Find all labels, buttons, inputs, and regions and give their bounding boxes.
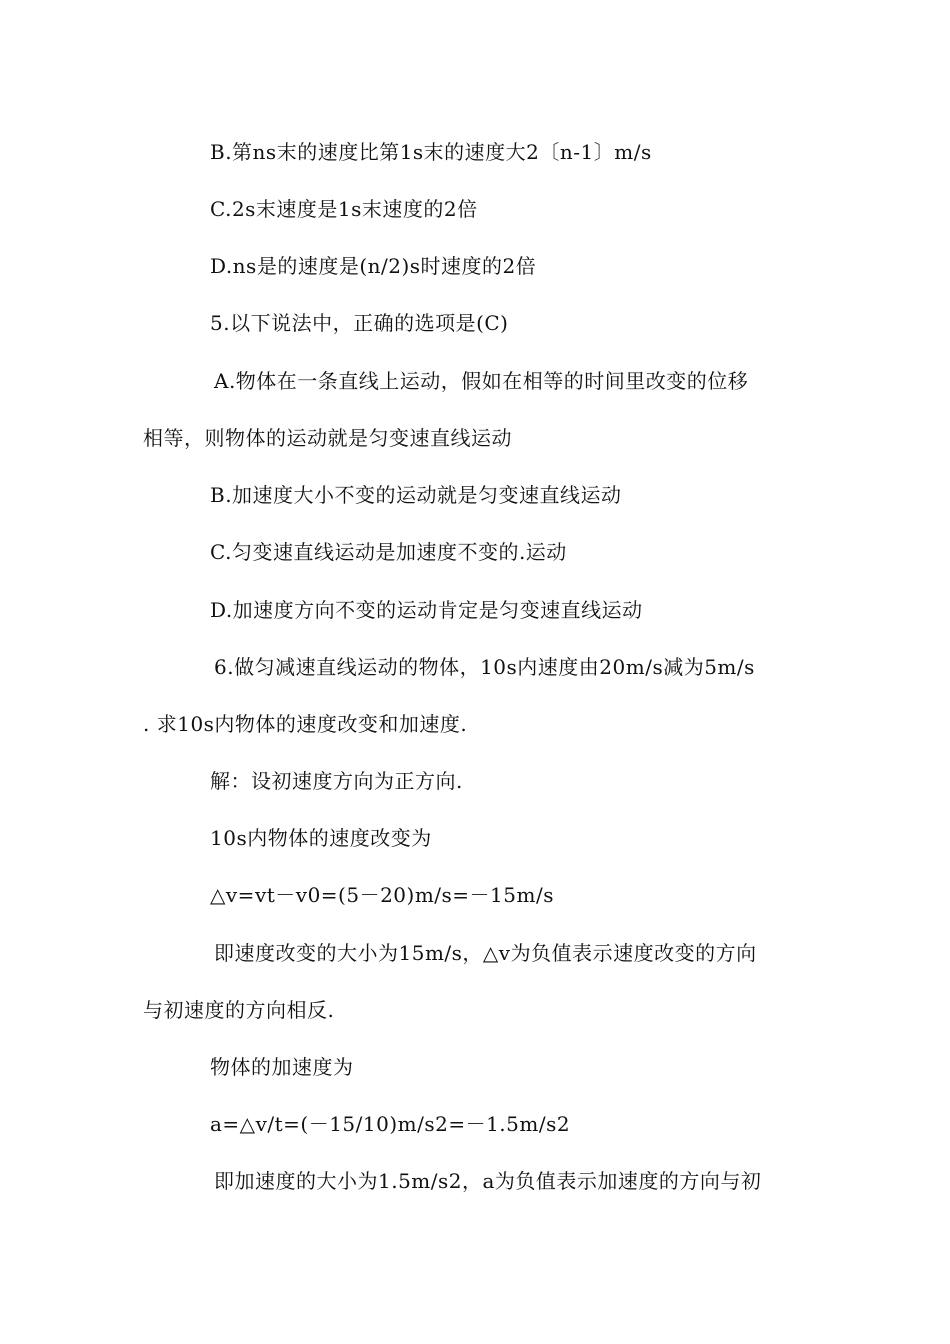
q5-option-d-line: D.加速度方向不变的运动肯定是匀变速直线运动: [210, 598, 643, 622]
q5-option-a-line-1: A.物体在一条直线上运动，假如在相等的时间里改变的位移: [214, 369, 749, 393]
q5-option-b-line: B.加速度大小不变的运动就是匀变速直线运动: [210, 483, 622, 507]
question-5-line: 5.以下说法中，正确的选项是(C): [210, 311, 509, 335]
solution-explanation-line-1: 即速度改变的大小为15m/s，△v为负值表示速度改变的方向: [214, 941, 757, 965]
q5-option-a-line-2: 相等，则物体的运动就是匀变速直线运动: [143, 426, 512, 450]
solution-velocity-change-label: 10s内物体的速度改变为: [210, 826, 432, 850]
solution-explanation-line-2: 与初速度的方向相反.: [143, 998, 335, 1022]
solution-acceleration-formula: a=△v/t=(－15/10)m/s2=－1.5m/s2: [210, 1112, 571, 1136]
option-b-line: B.第ns末的速度比第1s末的速度大2〔n-1〕m/s: [210, 140, 652, 164]
question-6-line-2: . 求10s内物体的速度改变和加速度.: [143, 712, 468, 736]
solution-velocity-formula: △v=vt－v0=(5－20)m/s=－15m/s: [210, 883, 554, 907]
solution-acceleration-label: 物体的加速度为: [210, 1055, 354, 1079]
q5-option-c-line: C.匀变速直线运动是加速度不变的.运动: [210, 540, 567, 564]
option-c-line: C.2s末速度是1s末速度的2倍: [210, 197, 478, 221]
option-d-line: D.ns是的速度是(n/2)s时速度的2倍: [210, 254, 537, 278]
solution-acceleration-explanation: 即加速度的大小为1.5m/s2，a为负值表示加速度的方向与初: [214, 1169, 762, 1193]
solution-intro-line: 解：设初速度方向为正方向.: [210, 769, 463, 793]
question-6-line-1: 6.做匀减速直线运动的物体，10s内速度由20m/s减为5m/s: [214, 655, 755, 679]
